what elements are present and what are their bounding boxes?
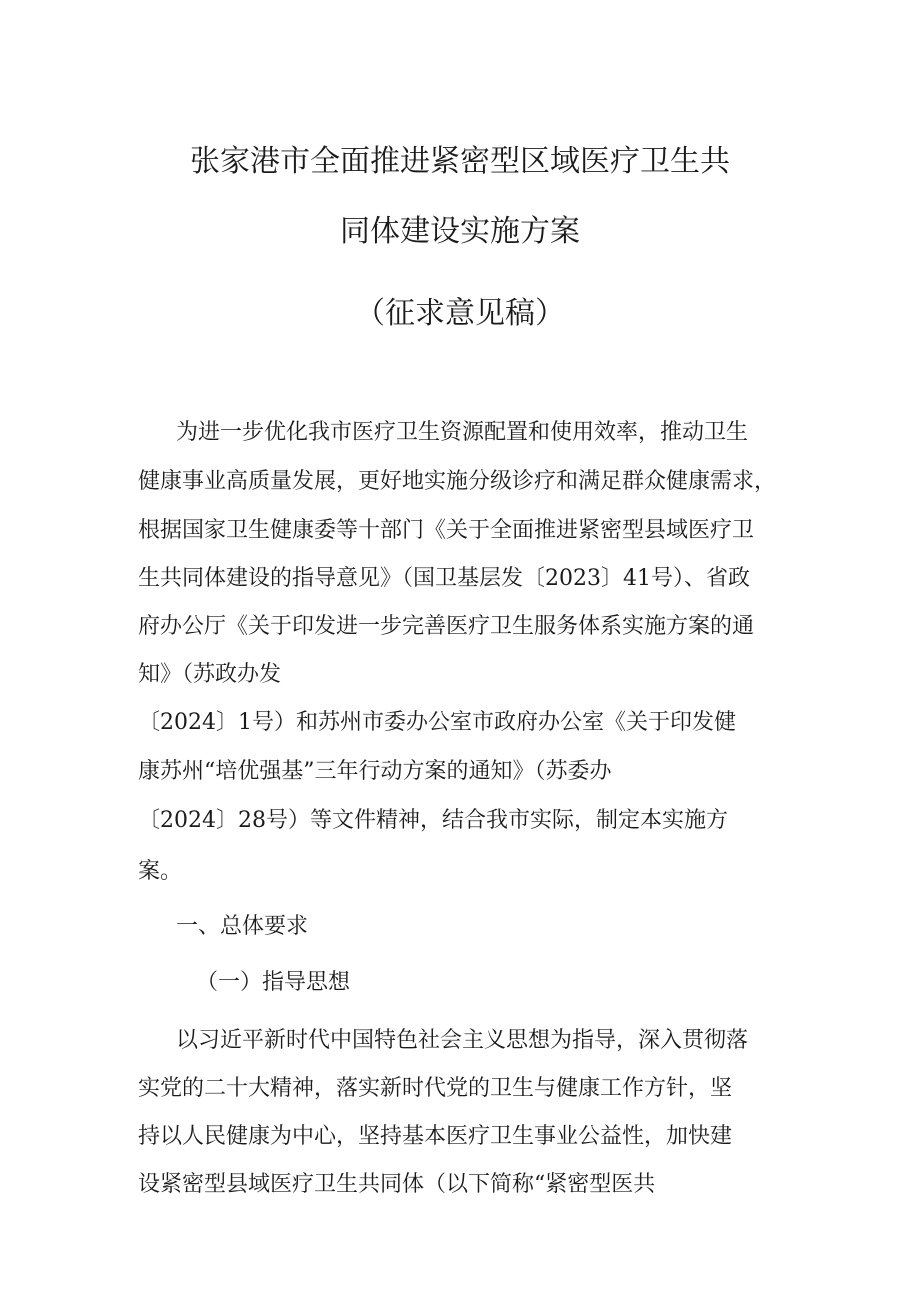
intro-paragraph-line: 〔2024〕28号）等文件精神，结合我市实际，制定本实施方 [138, 808, 728, 833]
intro-paragraph-line: 知》（苏政办发 [138, 662, 282, 687]
document-title-line-1: 张家港市全面推进紧密型区域医疗卫生共 [190, 144, 730, 179]
guiding-paragraph-line: 设紧密型县域医疗卫生共同体（以下简称“紧密型医共 [138, 1172, 656, 1197]
guiding-paragraph-line: 实党的二十大精神，落实新时代党的卫生与健康工作方针，坚 [138, 1076, 733, 1101]
intro-paragraph-line: 生共同体建设的指导意见》（国卫基层发〔2023〕41号）、省政 [138, 566, 750, 591]
intro-paragraph-line: 健康事业高质量发展，更好地实施分级诊疗和满足群众健康需求， [138, 469, 777, 494]
guiding-paragraph-line: 持以人民健康为中心，坚持基本医疗卫生事业公益性，加快建 [138, 1124, 733, 1149]
intro-paragraph-line: 府办公厅《关于印发进一步完善医疗卫生服务体系实施方案的通 [138, 614, 755, 639]
guiding-paragraph-line: 以习近平新时代中国特色社会主义思想为指导，深入贯彻落 [176, 1028, 749, 1053]
intro-paragraph-line: 为进一步优化我市医疗卫生资源配置和使用效率，推动卫生 [176, 420, 749, 445]
intro-paragraph-line: 〔2024〕1号）和苏州市委办公室市政府办公室《关于印发健 [138, 710, 736, 735]
subsection-heading: （一）指导思想 [196, 970, 351, 995]
intro-paragraph-line: 康苏州“培优强基”三年行动方案的通知》（苏委办 [138, 759, 612, 784]
document-title-line-2: 同体建设实施方案 [340, 214, 580, 249]
intro-paragraph-line: 根据国家卫生健康委等十部门《关于全面推进紧密型县域医疗卫 [138, 518, 755, 543]
document-subtitle: （征求意见稿） [355, 296, 565, 331]
intro-paragraph-line: 案。 [138, 859, 183, 884]
section-heading: 一、总体要求 [176, 914, 309, 939]
